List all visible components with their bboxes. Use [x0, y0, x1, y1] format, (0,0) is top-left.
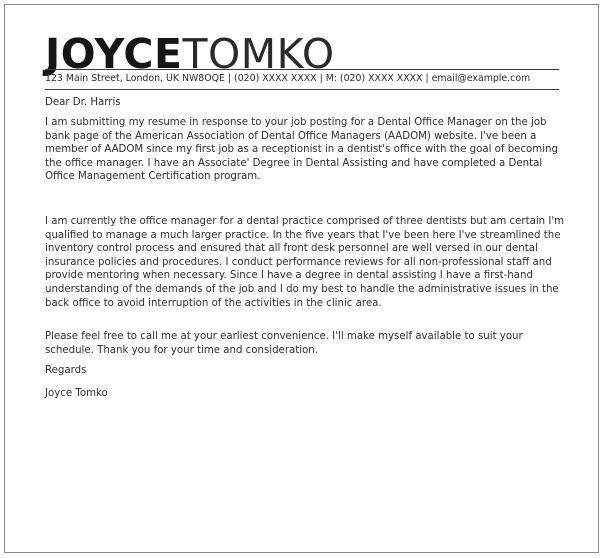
paragraph-3: [45, 330, 565, 357]
signature: [45, 387, 565, 401]
paragraph-2-text: I am currently the office manager for a dental practice comprised of three dentists but am certain I'm qualified to manage a much larger practice. In the five years that I've been here I've streamlined the inventory control process and ensured that all front desk personnel are well versed in our dental insurance policies and procedures. I conduct performance reviews for all non-professional staff and provide mentoring when necessary. Since I have a degree in dental assisting I have a first-hand understanding of the demands of the job and I do my best to handle the administrative issues in the back office to avoid interruption of the activities in the clinic area.: [45, 216, 565, 309]
name-last: TOMKO: [182, 30, 335, 78]
closing: [45, 364, 565, 378]
paragraph-2: [45, 215, 565, 310]
paragraph-1-text: I am submitting my resume in response to your job posting for a Dental Office Manager on the job bank page of the American Association of Dental Office Managers (AADOM) website. I've been a member of AADOM since my first job as a receptionist in a dentist's office with the goal of becoming the office manager. I have an Associate' Degree in Dental Assisting and have completed a Dental Office Management Certification program.: [45, 117, 558, 183]
salutation: [45, 96, 565, 110]
salutation-text: Dear Dr. Harris: [45, 97, 121, 108]
letter-page: [4, 4, 599, 553]
paragraph-3-text: Please feel free to call me at your earliest convenience. I'll make myself available to suit your schedule. Thank you for your time and consideration.: [45, 331, 523, 356]
closing-text: Regards: [45, 365, 87, 376]
header-divider-bottom: [45, 89, 559, 90]
header-divider-top: [45, 69, 559, 70]
paragraph-1: [45, 116, 565, 184]
name-first: JOYCE: [45, 30, 183, 78]
signature-text: Joyce Tomko: [45, 388, 108, 399]
contact-line: 123 Main Street, London, UK NW8OQE | (020) XXXX XXXX | M: (020) XXXX XXXX | email@example.com: [45, 73, 531, 84]
